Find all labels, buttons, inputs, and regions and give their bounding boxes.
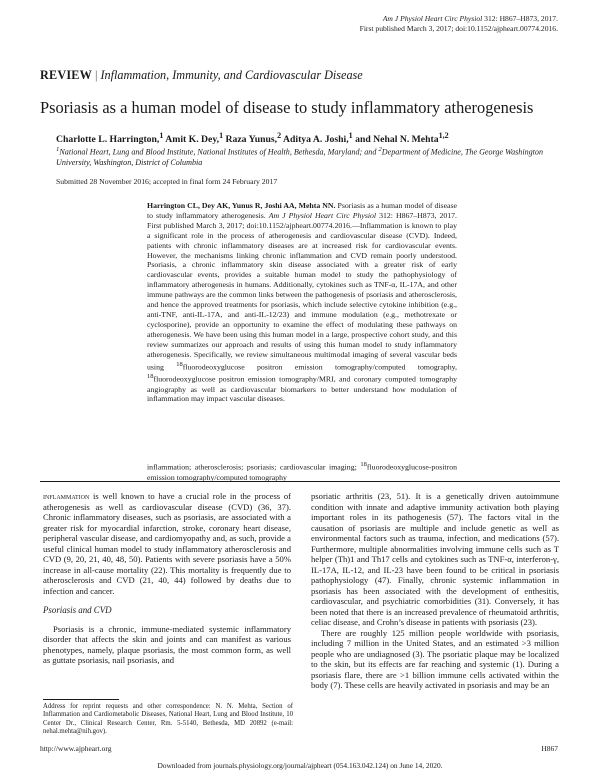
publication-line: First published March 3, 2017; doi:10.1152/ajpheart.00774.2016. bbox=[359, 23, 558, 33]
body-divider bbox=[40, 481, 560, 482]
author-name: Charlotte L. Harrington, bbox=[56, 134, 160, 146]
affiliations bbox=[56, 145, 576, 169]
author-affiliation-marker: 1 bbox=[219, 131, 224, 140]
journal-volume-pages: 312: H867–H873, 2017. bbox=[482, 14, 558, 23]
journal-url-link[interactable]: http://www.ajpheart.org bbox=[40, 744, 112, 753]
abstract-text: fluorodeoxyglucose positron emission tomography/MRI, and coronary computed tomography angiography as well as cardiovascular biomarkers to better understand how modulation of inflammation may impact vascular diseases. bbox=[147, 374, 457, 404]
author-affiliation-marker: 1 bbox=[159, 131, 164, 140]
journal-name: Am J Physiol Heart Circ Physiol bbox=[382, 14, 483, 23]
article-type-label: REVIEW bbox=[40, 68, 92, 82]
abstract-citation-details: 312: H867–H873, 2017. First published March 3, 2017; doi:10.1152/ajpheart.00774.2016.— bbox=[147, 210, 457, 230]
abstract-text: fluorodeoxyglucose positron emission tomography/computed tomography, bbox=[182, 362, 457, 372]
author-affiliation-marker: 1 bbox=[348, 131, 353, 140]
abstract-citation-authors: Harrington CL, Dey AK, Yunus R, Joshi AA, Mehta NN. bbox=[147, 201, 336, 210]
affiliation-text: Department of Medicine, The George Washington University, Washington, District of Columbia bbox=[56, 147, 544, 168]
affiliation-marker: 1 bbox=[56, 146, 60, 153]
page-number: H867 bbox=[541, 744, 558, 753]
section-topic: Inflammation, Immunity, and Cardiovascular Disease bbox=[100, 68, 363, 82]
body-paragraph: psoriatic arthritis (23, 51). It is a genetically driven autoimmune condition with innate and adaptive immunity activation both playing important roles in its pathogenesis (57). The factors vital in the causation of psoriasis are multiple and include genetic as well as environmental factors such as trauma, infection, and medications (57). Furthermore, multiple abnormalities involving immune cells such as T helper (Th)1 and Th17 cells and cytokines such as TNF-α, interferon-γ, IL-17A, IL-12, and IL-23 have been found to be critical in psoriasis pathophysiology (47). Finally, chronic systemic inflammation in psoriasis has been associated with the development of enthesitis, cardiovascular, and psychiatric comorbidities (31). Conversely, it has been noted that there is an increased prevalence of rheumatoid arthritis, celiac disease, and Crohn’s disease in patients with psoriasis (23). bbox=[311, 491, 559, 627]
correspondence-footnote: Address for reprint requests and other correspondence: N. N. Mehta, Section of Inflammation and Cardiometabolic Diseases, National Heart, Lung and Blood Institute, 10 Center Dr., Clinical Research Center, Rm. 5-5140, Bethesda, MD 20892 (e-mail: nehal.mehta@nih.gov). bbox=[43, 703, 293, 736]
lead-in-word: inflammation bbox=[43, 491, 90, 501]
affiliation-marker: 2 bbox=[378, 146, 382, 153]
paragraph-text: is well known to have a crucial role in the process of atherogenesis as well as cardiovascular disease (CVD) (36, 37). Chronic inflammatory diseases, such as psoriasis, are associated with a greater risk for myocardial infarction, stroke, coronary heart disease, peripheral vascular disease, and cardiomyopathy and, as such, provide a useful clinical human model to study inflammatory atherosclerosis and CVD (9, 20, 21, 40, 48, 50). Patients with severe psoriasis have a 50% increase in all-cause mortality (22). This mortality is frequently due to atherosclerosis and CVD (21, 40, 44) followed by deaths due to infection and cancer. bbox=[43, 491, 291, 596]
keywords-text: fluorodeoxyglucose-positron emission tomography/computed tomography bbox=[147, 462, 457, 482]
left-column bbox=[43, 491, 291, 666]
journal-header bbox=[228, 14, 558, 33]
isotope-superscript: 18 bbox=[176, 360, 183, 368]
isotope-superscript: 18 bbox=[147, 373, 154, 380]
keywords-text: inflammation; atherosclerosis; psoriasis; cardiovascular imaging; bbox=[147, 462, 361, 472]
download-notice: Downloaded from journals.physiology.org/journal/ajpheart (054.163.042.124) on June 14, 2020. bbox=[157, 761, 443, 770]
body-paragraph: There are roughly 125 million people worldwide with psoriasis, including 7 million in the United States, and an estimated >3 million people who are undiagnosed (3). The psoriatic plaque may be localized to the skin, but its effects are far reaching and systemic (1). During a psoriasis flare, there are >1 billion immune cells activated within the body (7). These cells are heavily activated in psoriasis and may be an bbox=[311, 627, 559, 690]
footnote-rule bbox=[43, 699, 119, 700]
author-name: Aditya A. Joshi, bbox=[281, 134, 349, 146]
right-column bbox=[311, 491, 559, 691]
submission-dates: Submitted 28 November 2016; accepted in final form 24 February 2017 bbox=[56, 177, 278, 186]
author-list bbox=[56, 130, 576, 146]
author-name: Amit K. Dey, bbox=[163, 134, 220, 146]
author-name: and Nehal N. Mehta bbox=[352, 134, 439, 146]
author-affiliation-marker: 2 bbox=[277, 131, 282, 140]
article-title: Psoriasis as a human model of disease to study inflammatory atherogenesis bbox=[40, 98, 534, 117]
author-name: Raza Yunus, bbox=[223, 134, 278, 146]
affiliation-text: National Heart, Lung and Blood Institute, National Institutes of Health, Bethesda, Maryland; and bbox=[59, 147, 379, 157]
abstract-text: Inflammation is known to play a significant role in the process of atherogenesis and cardiovascular disease (CVD). Indeed, patients with chronic inflammatory diseases are at increased risk for cardiovascular events. However, the mechanisms linking chronic inflammation and CVD remain poorly understood. Psoriasis, a chronic inflammatory skin disease associated with a greater risk of early cardiovascular events, provides a suitable human model to study the pathophysiology of inflammatory atherogenesis in humans. Additionally, cytokines such as TNF-α, IL-17A, and other immune pathways are the common links between the pathogenesis of psoriasis and atherosclerosis, and hence the approved treatments for psoriasis, which include selective cytokine inhibition (e.g., anti-TNF, anti-IL-17A, and anti-IL-12/23) and immune modulation (e.g., methotrexate or cyclosporine), provide an opportunity to examine the effect of modulating these pathways on atherogenesis. We have been using this human model in a large, prospective cohort study, and this review summarizes our approach and results of using this human model to study inflammatory atherogenesis. Specifically, we review simultaneous multimodal imaging of several vascular beds using bbox=[147, 220, 457, 372]
journal-citation-line bbox=[228, 14, 558, 24]
section-heading bbox=[40, 68, 560, 82]
subsection-heading: Psoriasis and CVD bbox=[43, 605, 112, 615]
abstract bbox=[147, 201, 457, 404]
author-affiliation-marker: 1,2 bbox=[438, 131, 449, 140]
body-paragraph: Psoriasis is a chronic, immune-mediated systemic inflammatory disorder that affects the skin and joints and can manifest as various phenotypes, namely, plaque psoriasis, the most common form, as well as guttate psoriasis, nail psoriasis, and bbox=[43, 623, 291, 665]
keywords bbox=[147, 460, 457, 482]
section-separator: | bbox=[95, 68, 98, 82]
abstract-citation-journal: Am J Physiol Heart Circ Physiol bbox=[268, 210, 377, 220]
isotope-superscript: 18 bbox=[360, 461, 367, 468]
abstract-citation-title: Psoriasis as a human model of disease to study inflammatory atherogenesis. bbox=[147, 201, 458, 220]
intro-paragraph bbox=[43, 491, 291, 596]
